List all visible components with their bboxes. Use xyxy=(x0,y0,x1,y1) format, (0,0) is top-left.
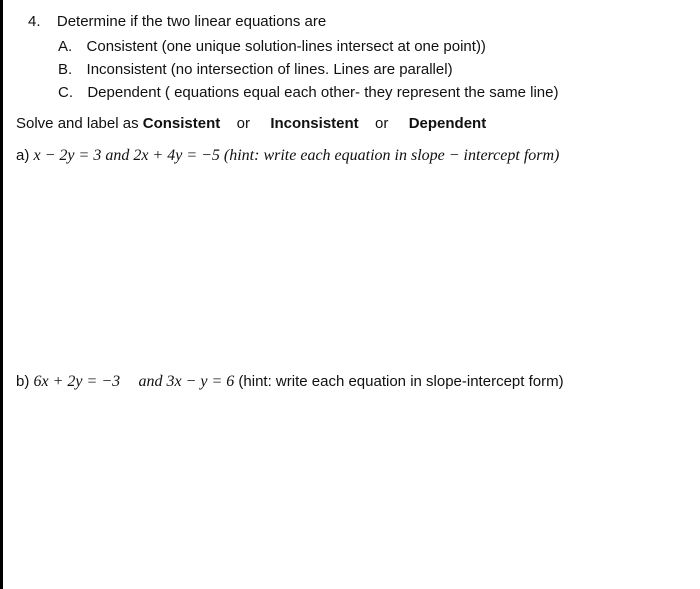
option-c xyxy=(58,83,558,103)
label-consistent: Consistent xyxy=(142,115,221,132)
question-number: 4. xyxy=(28,13,41,30)
instruction-or-1: or xyxy=(236,115,250,132)
option-b-text: Inconsistent (no intersection of lines. Lines are parallel) xyxy=(86,61,453,78)
option-a xyxy=(58,37,486,57)
label-inconsistent: Inconsistent xyxy=(270,115,359,132)
option-b-label: B. xyxy=(58,61,73,78)
option-a-text: Consistent (one unique solution-lines intersect at one point)) xyxy=(86,38,486,55)
option-a-label: A. xyxy=(58,38,73,55)
left-border xyxy=(0,0,3,589)
option-c-text: Dependent ( equations equal each other- they represent the same line) xyxy=(87,84,559,101)
question-prompt: Determine if the two linear equations are xyxy=(56,13,327,30)
instruction-or-2: or xyxy=(375,115,389,132)
instruction xyxy=(16,114,486,134)
part-b-equation-2: and 3x − y = 6 xyxy=(138,373,235,390)
part-b-label: b) xyxy=(16,373,30,390)
part-b xyxy=(16,372,564,392)
option-c-label: C. xyxy=(58,84,73,101)
part-b-equation-1: 6x + 2y = −3 xyxy=(33,373,121,390)
part-a xyxy=(16,146,559,166)
part-b-hint: (hint: write each equation in slope-intercept form) xyxy=(238,373,564,390)
label-dependent: Dependent xyxy=(408,115,487,132)
part-a-label: a) xyxy=(16,147,30,164)
instruction-lead: Solve and label as xyxy=(16,115,143,132)
question-header xyxy=(28,12,326,32)
option-b xyxy=(58,60,453,80)
part-a-equations: x − 2y = 3 and 2x + 4y = −5 (hint: write each equation in slope − intercept form) xyxy=(33,147,560,164)
